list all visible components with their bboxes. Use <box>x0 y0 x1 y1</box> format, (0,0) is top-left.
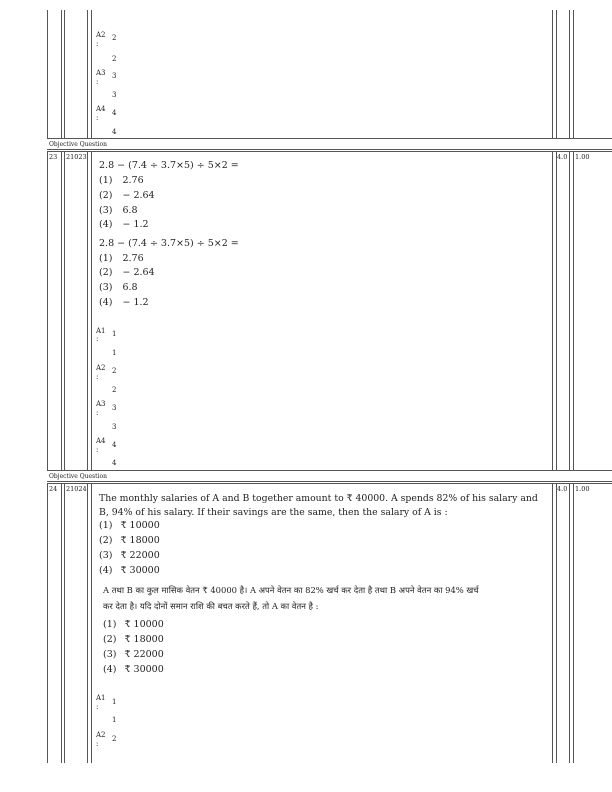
option-2-hindi: (2) ₹ 18000 <box>103 634 164 645</box>
answer-colon: : <box>96 114 99 122</box>
answer-label: A4 <box>96 105 106 113</box>
table-border <box>556 10 557 138</box>
table-border <box>47 483 48 763</box>
answer-label: A4 <box>96 437 106 445</box>
table-border <box>64 483 65 763</box>
table-border <box>47 10 48 138</box>
marks: 4.0 <box>557 153 568 161</box>
answer-value: 1 <box>112 330 117 338</box>
table-border <box>569 10 570 138</box>
table-border <box>47 151 612 152</box>
question-text-en-line1: The monthly salaries of A and B together amount to ₹ 40000. A spends 82% of his salary and <box>99 493 538 504</box>
table-border <box>64 151 65 470</box>
answer-colon: : <box>96 446 99 454</box>
answer-label: A1 <box>96 327 106 335</box>
answer-value: 3 <box>112 404 117 412</box>
answer-label: A3 <box>96 400 106 408</box>
table-border <box>91 151 92 470</box>
negative-marks: 1.00 <box>575 485 590 493</box>
table-border <box>61 483 62 763</box>
table-border <box>556 483 557 763</box>
answer-text: 2 <box>112 55 117 63</box>
table-border <box>569 151 570 470</box>
table-border <box>47 151 48 470</box>
answer-text: 1 <box>112 349 117 357</box>
table-border <box>47 481 612 482</box>
table-border <box>61 151 62 470</box>
section-label: Objective Question <box>49 141 107 148</box>
question-expression-hindi: 2.8 − (7.4 ÷ 3.7×5) ÷ 5×2 = <box>99 238 239 249</box>
question-text-en-line2: B, 94% of his salary. If their savings are the same, then the salary of A is : <box>99 507 448 518</box>
table-border <box>552 10 553 138</box>
option-1-hindi: (1) ₹ 10000 <box>103 619 164 630</box>
table-border <box>47 483 612 484</box>
answer-label: A2 <box>96 31 106 39</box>
table-border <box>64 10 65 138</box>
section-label: Objective Question <box>49 473 107 480</box>
answer-label: A2 <box>96 364 106 372</box>
table-border <box>91 483 92 763</box>
question-expression: 2.8 − (7.4 ÷ 3.7×5) ÷ 5×2 = <box>99 160 239 171</box>
answer-text: 2 <box>112 386 117 394</box>
question-number: 23 <box>49 153 58 161</box>
answer-text: 4 <box>112 128 117 136</box>
answer-colon: : <box>96 335 99 343</box>
answer-label: A3 <box>96 69 106 77</box>
question-id: 21024 <box>66 485 87 493</box>
answer-label: A2 <box>96 731 106 739</box>
option-2-hindi: (2) − 2.64 <box>99 267 155 278</box>
table-border <box>573 151 574 470</box>
table-border <box>91 10 92 138</box>
answer-text: 4 <box>112 459 117 467</box>
table-border <box>87 10 88 138</box>
answer-text: 3 <box>112 423 117 431</box>
option-3: (3) 6.8 <box>99 205 138 216</box>
question-text-hi-line2: कर देता है। यदि दोनों समान राशि की बचत करते हैं, तो A का वेतन है : <box>103 601 319 611</box>
option-4-hindi: (4) − 1.2 <box>99 297 149 308</box>
table-border <box>61 10 62 138</box>
table-border <box>552 151 553 470</box>
option-4-hindi: (4) ₹ 30000 <box>103 664 164 675</box>
option-3-hindi: (3) ₹ 22000 <box>103 649 164 660</box>
answer-colon: : <box>96 409 99 417</box>
table-border <box>556 151 557 470</box>
answer-colon: : <box>96 703 99 711</box>
table-border <box>47 470 612 471</box>
answer-colon: : <box>96 373 99 381</box>
option-2: (2) ₹ 18000 <box>99 535 160 546</box>
option-1: (1) 2.76 <box>99 175 144 186</box>
negative-marks: 1.00 <box>575 153 590 161</box>
answer-value: 1 <box>112 698 117 706</box>
answer-text: 1 <box>112 716 117 724</box>
answer-value: 2 <box>112 34 117 42</box>
table-border <box>552 483 553 763</box>
answer-colon: : <box>96 78 99 86</box>
option-3: (3) ₹ 22000 <box>99 550 160 561</box>
option-3-hindi: (3) 6.8 <box>99 282 138 293</box>
question-text-hi-line1: A तथा B का कुल मासिक वेतन ₹ 40000 है। A अपने वेतन का 82% खर्च कर देता है तथा B अपने वेतन का 94% खर्च <box>103 585 479 595</box>
answer-colon: : <box>96 40 99 48</box>
option-1-hindi: (1) 2.76 <box>99 253 144 264</box>
answer-text: 3 <box>112 91 117 99</box>
table-border <box>569 483 570 763</box>
answer-value: 4 <box>112 109 117 117</box>
answer-value: 2 <box>112 735 117 743</box>
question-id: 21023 <box>66 153 87 161</box>
answer-value: 2 <box>112 367 117 375</box>
table-border <box>47 149 612 150</box>
table-border <box>573 483 574 763</box>
option-1: (1) ₹ 10000 <box>99 520 160 531</box>
answer-value: 3 <box>112 72 117 80</box>
marks: 4.0 <box>557 485 568 493</box>
option-4: (4) ₹ 30000 <box>99 565 160 576</box>
answer-colon: : <box>96 740 99 748</box>
answer-value: 4 <box>112 441 117 449</box>
question-number: 24 <box>49 485 58 493</box>
table-border <box>87 483 88 763</box>
option-4: (4) − 1.2 <box>99 219 149 230</box>
option-2: (2) − 2.64 <box>99 190 155 201</box>
table-border <box>87 151 88 470</box>
answer-label: A1 <box>96 694 106 702</box>
table-border <box>47 138 612 139</box>
table-border <box>573 10 574 138</box>
